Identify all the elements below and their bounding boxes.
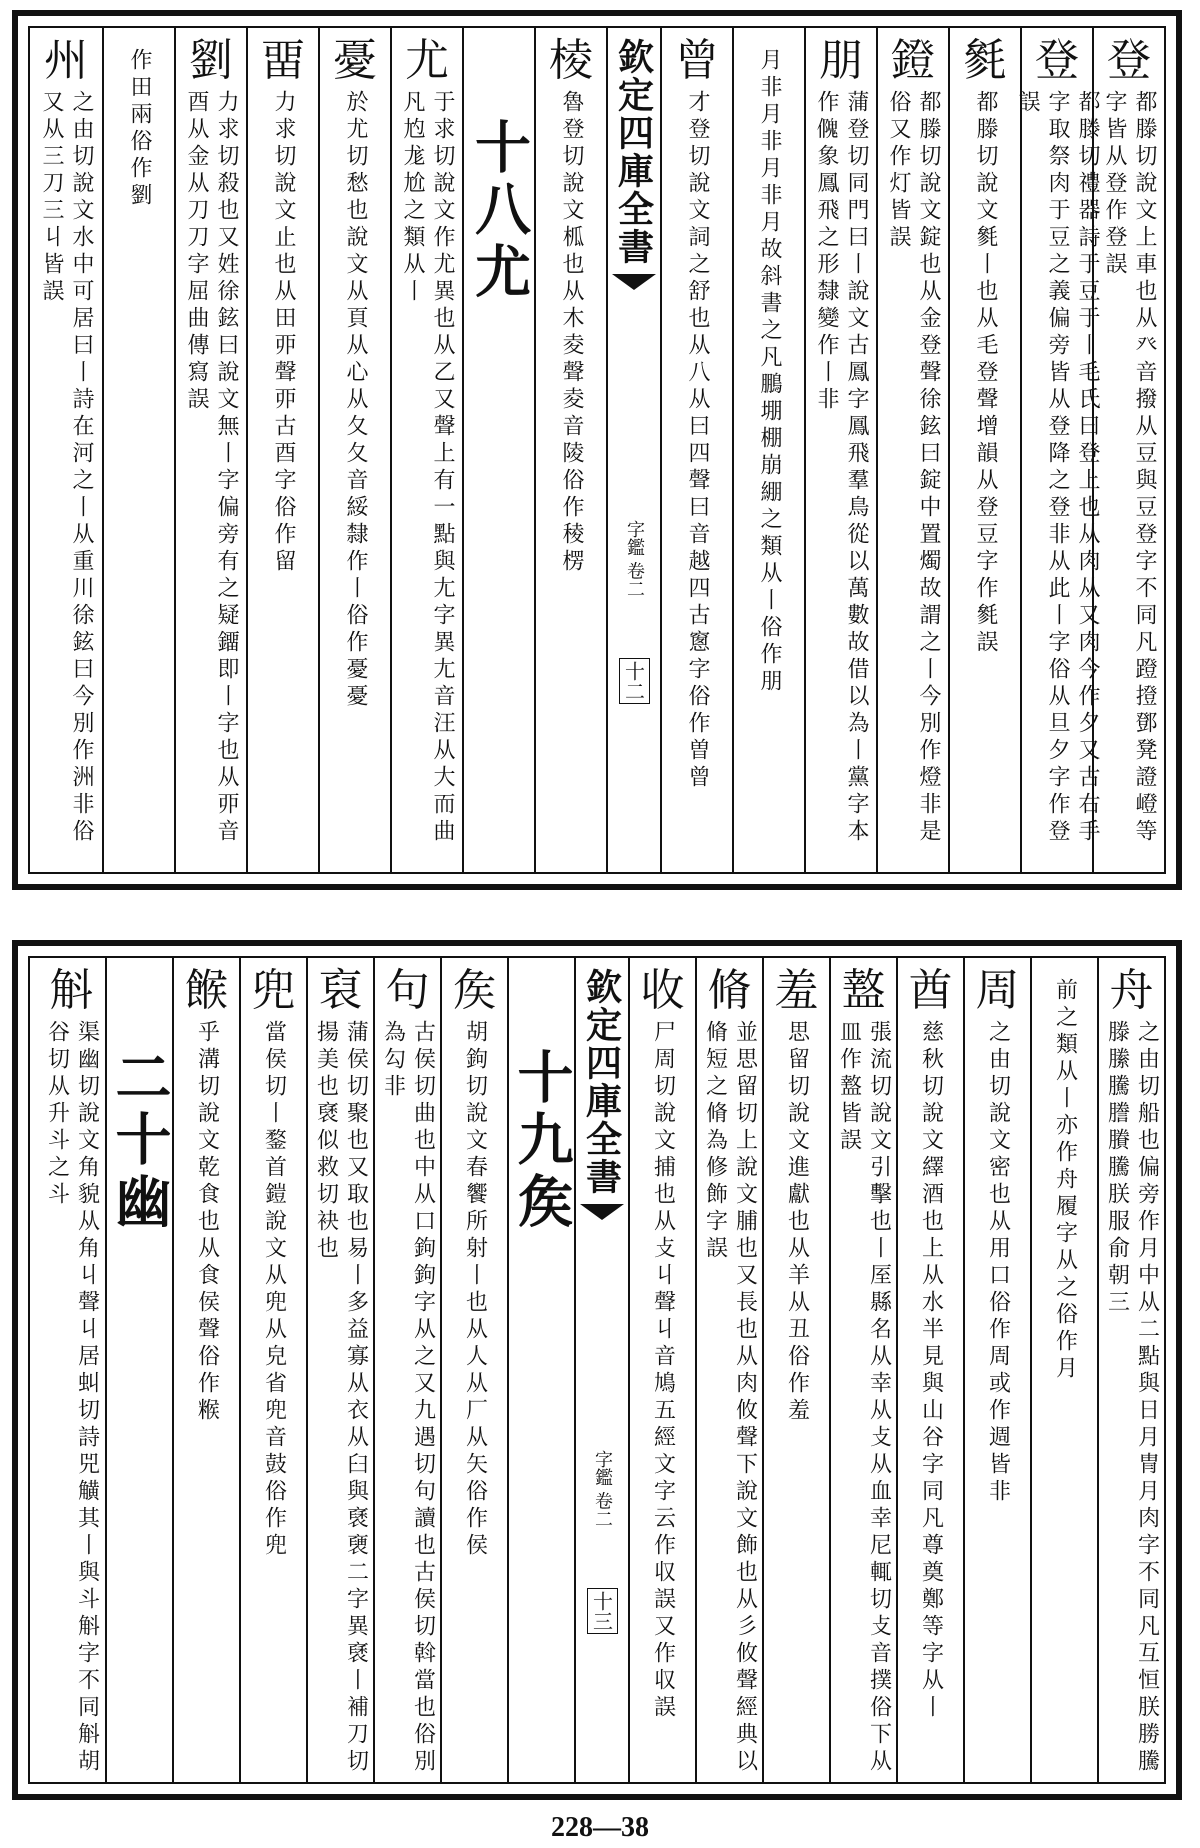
entry-annotation: 並思留切上說文脯也又長也从肉攸聲下說文飾也从彡攸聲經典以脩短之脩為修飾字誤 [702,1020,758,1777]
entry-column [762,958,829,1782]
page-number: 228—38 [551,1812,649,1843]
rhyme-heading-column [105,958,172,1782]
headword: 餱 [184,965,229,1016]
headword: 登 [1035,35,1079,86]
entry-column [306,958,373,1782]
entry-annotation: 蒲侯切聚也又取也易丨多益寡从衣从臼與褎褏二字異褎丨補刀切揚美也褎似救切袂也 [313,1020,369,1777]
entry-column [174,28,246,872]
entry-column [876,28,948,872]
center-margin-strip [606,28,660,872]
entry-column [30,28,102,872]
fish-tail-mark [580,1204,624,1220]
entry-column [102,28,174,872]
entry-annotation: 古侯切曲也中从口鉤鉤字从之又九遇切句讀也古侯切斡當也俗別為勾非 [380,1020,436,1777]
entry-annotation: 之由切說文水中可居曰丨詩在河之丨从重川徐鉉曰今別作洲非俗又从三刀三丩皆誤 [39,90,94,847]
headword: 畱 [261,35,305,86]
headword: 句 [385,965,430,1016]
headword: 脩 [707,965,752,1016]
entry-annotation: 尸周切說文捕也从攴丩聲丩音鳩五經文字云作収誤又作収誤 [650,1020,676,1723]
headword: 收 [640,965,685,1016]
headword: 矦 [452,965,497,1016]
entry-column [172,958,239,1782]
entry-column [804,28,876,872]
entry-column [628,958,695,1782]
entry-annotation: 月非月非月非月故斜書之凡鵬堋棚崩綳之類从丨俗作朋 [757,48,782,696]
entry-column [390,28,462,872]
entry-annotation: 之由切說文密也从用口俗作周或作週皆非 [985,1020,1011,1507]
rhyme-heading: 十九矦 [508,1048,575,1234]
entry-column [1097,958,1164,1782]
entry-column [534,28,606,872]
headword: 周 [975,965,1020,1016]
rhyme-heading-column [462,28,534,872]
entry-column [373,958,440,1782]
entry-annotation: 渠幽切說文角貌从角丩聲丩居虯切詩兕觵其丨與斗斛字不同斛胡谷切从升斗之斗 [44,1020,100,1777]
entry-annotation: 蒲登切同門曰丨說文古鳳字鳳飛羣鳥從以萬數故借以為丨黨字本作𠏁象鳳飛之形隸變作丨非 [814,90,869,847]
headword: 棱 [549,35,593,86]
entry-column [246,28,318,872]
top-columns [28,26,1166,874]
rhyme-heading: 十八尤 [466,118,532,304]
headword: 鐙 [891,35,935,86]
entry-annotation: 都滕切禮器詩于豆于丨毛氏曰登上也从肉从又肉今作夕又古右手字取祭肉于豆之義偏旁皆从登降之登非从此丨字俗从旦夕字作登誤 [1015,90,1100,847]
headword: 憂 [333,35,377,86]
headword: 朋 [819,35,863,86]
headword: 裒 [318,965,363,1016]
entry-column [948,28,1020,872]
bottom-page [12,940,1182,1800]
entry-column [1092,28,1164,872]
headword: 舟 [1109,965,1154,1016]
headword: 登 [1107,35,1151,86]
entry-annotation: 魯登切說文柧也从木夌聲夌音陵俗作稜楞 [559,90,584,577]
entry-annotation: 都滕切說文錠也从金登聲徐鉉曰錠中置燭故謂之丨今別作燈非是俗又作灯皆誤 [886,90,941,847]
entry-annotation: 於尤切愁也說文从頁从心从夂夂音綏隸作丨俗作憂憂 [343,90,368,712]
entry-column [695,958,762,1782]
entry-annotation: 張流切說文引擊也丨厔縣名从幸从攴从血幸尼輒切攴音撲俗下从皿作盩皆誤 [836,1020,892,1777]
entry-annotation: 于求切說文作尤異也从乙又聲上有一點與尢字異尢音汪从大而曲凡尥尨尬之類从丨 [400,90,455,847]
entry-annotation: 慈秋切說文繹酒也上从水半見與山谷字同凡尊奠鄭等字从丨 [918,1020,944,1723]
headword: 尤 [405,35,449,86]
headword: 劉 [189,35,233,86]
entry-annotation: 都滕切說文上車也从癶音撥从豆與豆登字不同凡蹬撜鄧凳證嶝等字皆从登作登誤 [1102,90,1157,847]
headword: 州 [44,35,88,86]
headword: 羞 [774,965,819,1016]
entry-column [318,28,390,872]
entry-column [440,958,507,1782]
bottom-columns [28,956,1166,1784]
rhyme-heading: 二十幽 [106,1048,173,1234]
entry-annotation: 力求切殺也又姓徐鉉曰說文無丨字偏旁有之疑鐂即丨字也从丣音酉从金从刀刀字屈曲傳寫誤 [184,90,239,847]
entry-column [732,28,804,872]
book-title: 欽定四庫全書 [612,38,655,266]
headword: 兜 [251,965,296,1016]
folio-number: 十二 [619,658,650,704]
entry-annotation: 力求切說文止也从田丣聲丣古酉字俗作留 [271,90,296,577]
entry-annotation: 前之類从丨亦作舟履字从之俗作月 [1052,978,1078,1383]
entry-annotation: 作田兩俗作劉 [127,48,152,210]
top-page [12,10,1182,890]
entry-column [896,958,963,1782]
entry-annotation: 都滕切說文毿丨也从毛登聲增韻从登豆字作毿誤 [973,90,998,658]
entry-column [38,958,105,1782]
entry-column [1030,958,1097,1782]
headword: 斛 [49,965,94,1016]
headword: 毿 [963,35,1007,86]
entry-annotation: 乎溝切說文乾食也从食侯聲俗作糇 [194,1020,220,1426]
volume-label: 字鑑 卷二 [624,520,645,598]
headword: 盩 [841,965,886,1016]
volume-label: 字鑑 卷二 [592,1450,613,1528]
entry-annotation: 才登切說文詞之舒也从八从曰四聲曰音越四古窻字俗作曽曾 [685,90,710,793]
entry-column [660,28,732,872]
entry-annotation: 胡鉤切說文春饗所射丨也从人从厂从矢俗作侯 [462,1020,488,1561]
headword: 酋 [908,965,953,1016]
entry-column [1015,28,1100,872]
entry-annotation: 之由切船也偏旁作月中从二點與日月冑月肉字不同凡互恒朕勝騰滕縢騰謄賸騰朕服俞朝三 [1104,1020,1160,1777]
entry-column [239,958,306,1782]
book-title: 欽定四庫全書 [580,968,623,1196]
center-margin-strip [574,958,628,1782]
rhyme-heading-column [507,958,574,1782]
entry-column [963,958,1030,1782]
entry-column [829,958,896,1782]
fish-tail-mark [612,274,656,290]
folio-number: 十三 [587,1588,618,1634]
headword: 曾 [675,35,719,86]
entry-annotation: 當侯切丨鍪首鎧說文从兜从皃省兜音鼓俗作兜 [261,1020,287,1561]
entry-annotation: 思留切說文進獻也从羊从丑俗作羞 [784,1020,810,1426]
